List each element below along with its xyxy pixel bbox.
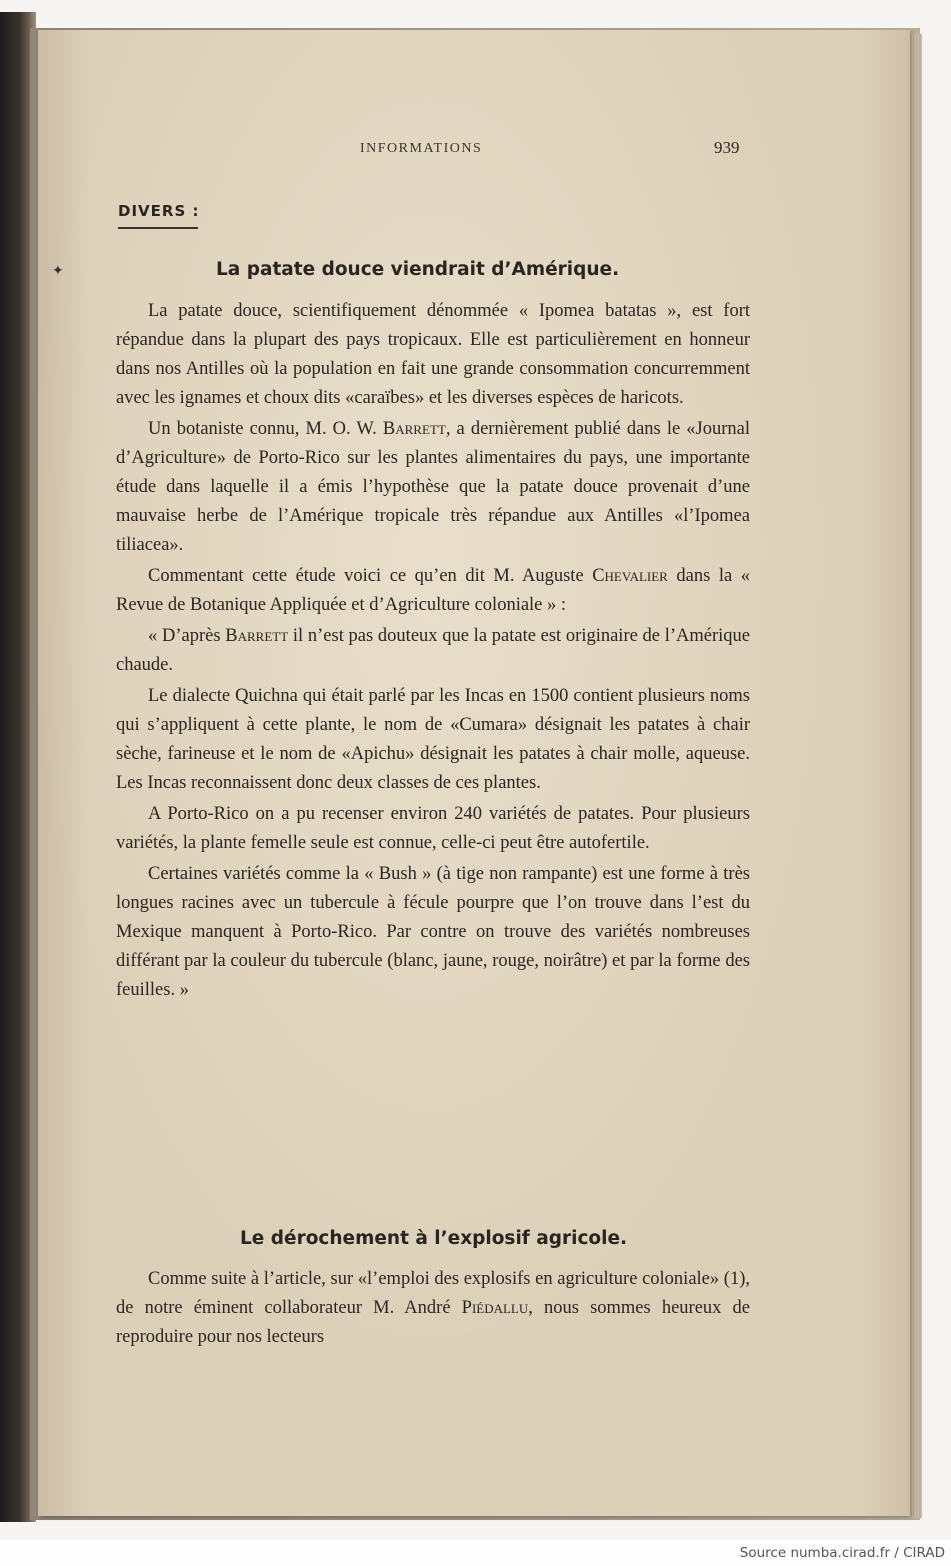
page-stack-edges [908,34,922,1518]
page-number: 939 [714,138,740,157]
article-title: La patate douce viendrait d’Amérique. [216,259,620,280]
author-name: Piédallu [461,1298,529,1318]
paragraph: A Porto-Rico on a pu recenser environ 240 variétés de patates. Pour plusieurs variétés, la plante femelle seule est connue, celle-ci peut être autofertile. [116,804,750,853]
paragraph: Commentant cette étude voici ce qu’en dit M. Auguste Chevalier dans la « Revue de Botanique Appliquée et d’Agriculture coloniale » : [116,566,750,615]
author-name: Barrett [382,419,446,439]
author-name: Barrett [225,626,289,646]
article-body [116,297,750,1005]
running-head: INFORMATIONS [360,141,483,156]
paragraph: Le dialecte Quichna qui était parlé par les Incas en 1500 contient plusieurs noms qui s’appliquent à cette plante, le nom de «Cumara» désignait les patates à chair sèche, farineuse et le nom de «Apichu» désignait les patates à chair molle, aqueuse. Les Incas reconnaissent donc deux classes de ces plantes. [116,686,750,793]
section-underline [118,227,198,229]
article-title: Le dérochement à l’explosif agricole. [240,1228,628,1249]
author-name: Chevalier [592,566,668,586]
paragraph: Comme suite à l’article, sur «l’emploi des explosifs en agriculture coloniale» (1), de notre éminent collaborateur M. André Piédallu, nous sommes heureux de reproduire pour nos lecteurs [116,1269,750,1347]
paragraph: La patate douce, scientifiquement dénommée « Ipomea batatas », est fort répandue dans la plupart des pays tropicaux. Elle est particulièrement en honneur dans nos Antilles où la population en fait une grande consommation concurremment avec les ignames et choux dits «caraïbes» et les diverses espèces de haricots. [116,301,750,408]
section-label: DIVERS : [118,202,200,220]
paragraph: Certaines variétés comme la « Bush » (à tige non rampante) est une forme à très longues racines avec un tubercule à fécule pourpre que l’on trouve dans l’est du Mexique manquent à Porto-Rico. Par contre on trouve des variétés nombreuses différant par la couleur du tubercule (blanc, jaune, rouge, noirâtre) et par la forme des feuilles. » [116,864,750,1000]
article-body [116,1265,750,1352]
source-credit: Source numba.cirad.fr / CIRAD [739,1545,945,1561]
paragraph: « D’après Barrett il n’est pas douteux que la patate est originaire de l’Amérique chaude. [116,626,750,675]
margin-mark-icon: ✦ [52,263,64,279]
paragraph: Un botaniste connu, M. O. W. Barrett, a dernièrement publié dans le «Journal d’Agriculture» de Porto-Rico sur les plantes alimentaires du pays, une importante étude dans laquelle il a émis l’hypothèse que la patate douce provenait d’une mauvaise herbe de l’Amérique tropicale très répandue aux Antilles «l’Ipomea tiliacea». [116,419,750,555]
